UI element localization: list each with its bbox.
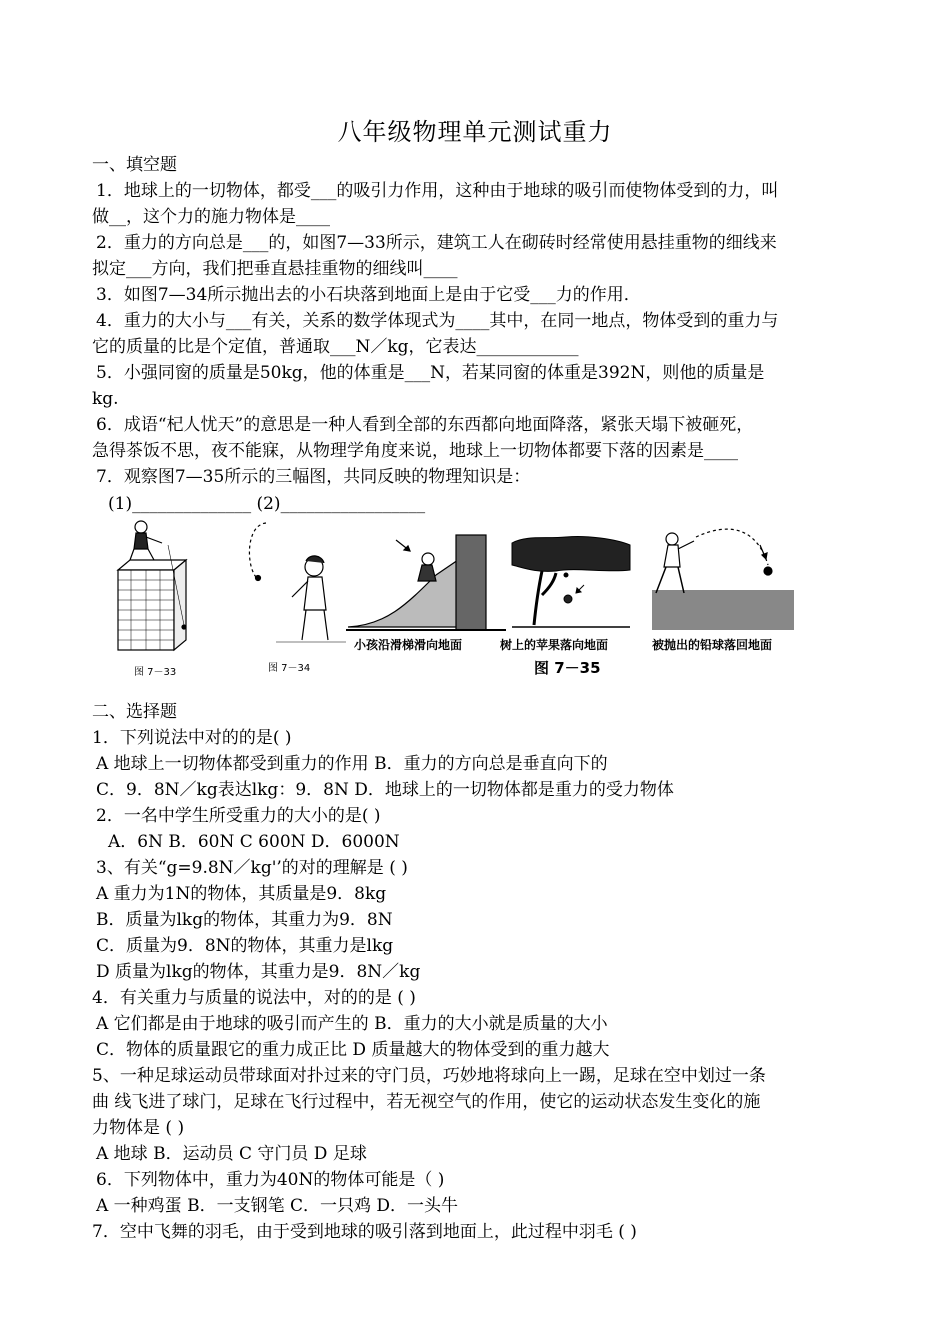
option-line: A 一种鸡蛋 B．一支钢笔 C．一只鸡 D．一头牛 xyxy=(96,1196,459,1216)
option-line: A 它们都是由于地球的吸引而产生的 B．重力的大小就是质量的大小 xyxy=(96,1014,608,1034)
question-line: 7．空中飞舞的羽毛，由于受到地球的吸引落到地面上，此过程中羽毛 ( ) xyxy=(92,1222,637,1242)
question-line: 3、有关“g=9.8N／kg'’的对的理解是 ( ) xyxy=(96,858,408,878)
question-line: 1．下列说法中对的的是( ) xyxy=(92,728,292,748)
apple-tree-illustration xyxy=(512,536,630,628)
option-line: A．6N B．60N C 600N D．6000N xyxy=(108,832,400,852)
question-line: 2．重力的方向总是___的，如图7—33所示，建筑工人在砌砖时经常使用悬挂重物的细线来 xyxy=(96,233,777,253)
question-line: 5、一种足球运动员带球面对扑过来的守门员，巧妙地将球向上一踢，足球在空中划过一条 xyxy=(92,1066,766,1086)
question-line: 力物体是 ( ) xyxy=(92,1118,185,1138)
option-line: C．质量为9．8N的物体，其重力是lkg xyxy=(96,936,394,956)
option-line: A 重力为1N的物体，其质量是9．8kg xyxy=(96,884,387,904)
question-line: 2．一名中学生所受重力的大小的是( ) xyxy=(96,806,381,826)
option-line: C．9．8N／kg表达lkg：9．8N D．地球上的一切物体都是重力的受力物体 xyxy=(96,780,674,800)
figure-7-34-caption: 图 7－34 xyxy=(268,663,311,674)
question-line: 3．如图7—34所示抛出去的小石块落到地面上是由于它受___力的作用． xyxy=(96,285,641,305)
question-line: 急得茶饭不思，夜不能寐，从物理学角度来说，地球上一切物体都要下落的因素是____ xyxy=(92,441,738,461)
question-line: 1．地球上的一切物体，都受___的吸引力作用，这种由于地球的吸引而使物体受到的力，叫 xyxy=(96,181,779,201)
option-line: A 地球上一切物体都受到重力的作用 B．重力的方向总是垂直向下的 xyxy=(96,754,608,774)
question-line: 6．成语“杞人忧天”的意思是一种人看到全部的东西都向地面降落，紧张天塌下被砸死， xyxy=(96,415,754,435)
question-line: 6．下列物体中，重力为40N的物体可能是（ ) xyxy=(96,1170,445,1190)
figure-7-34-illustration xyxy=(249,523,346,642)
figure-7-33-caption: 图 7－33 xyxy=(134,667,177,678)
question-line: 4．重力的大小与___有关，关系的数学体现式为____其中，在同一地点，物体受到的重力与 xyxy=(96,311,779,331)
page-title: 八年级物理单元测试重力 xyxy=(337,118,613,146)
option-line: C．物体的质量跟它的重力成正比 D 质量越大的物体受到的重力越大 xyxy=(96,1040,610,1060)
question-line: 它的质量的比是个定值，普通取___N／kg，它表达____________ xyxy=(92,337,579,357)
apple-caption: 树上的苹果落向地面 xyxy=(500,638,609,652)
question-line: 5．小强同窗的质量是50kg，他的体重是___N，若某同窗的体重是392N，则他的质量是 xyxy=(96,363,765,383)
slide-illustration xyxy=(346,535,506,632)
shot-put-illustration xyxy=(652,529,794,630)
answer-blanks-line: (1)______________ (2)_________________ xyxy=(108,494,426,514)
slide-caption: 小孩沿滑梯滑向地面 xyxy=(354,638,463,652)
section-heading-fill-in: 一、填空题 xyxy=(92,155,177,175)
question-line: 曲 线飞进了球门，足球在飞行过程中，若无视空气的作用，使它的运动状态发生变化的施 xyxy=(92,1092,761,1112)
question-line: kg. xyxy=(92,389,119,409)
question-line: 拟定___方向，我们把垂直悬挂重物的细线叫____ xyxy=(92,259,458,279)
figure-7-35-caption: 图 7－35 xyxy=(534,659,601,677)
option-line: A 地球 B．运动员 C 守门员 D 足球 xyxy=(96,1144,367,1164)
figure-7-33-illustration xyxy=(118,521,186,650)
question-line: 7．观察图7—35所示的三幅图，共同反映的物理知识是： xyxy=(96,467,531,487)
question-line: 做__，这个力的施力物体是____ xyxy=(92,207,330,227)
question-line: 4．有关重力与质量的说法中，对的的是 ( ) xyxy=(92,988,416,1008)
section-heading-choice: 二、选择题 xyxy=(92,702,177,722)
option-line: B．质量为lkg的物体，其重力为9．8N xyxy=(96,910,393,930)
option-line: D 质量为lkg的物体，其重力是9．8N／kg xyxy=(96,962,421,982)
shot-put-caption: 被抛出的铅球落回地面 xyxy=(652,638,773,652)
figure-7-33-to-7-35 xyxy=(96,515,806,690)
